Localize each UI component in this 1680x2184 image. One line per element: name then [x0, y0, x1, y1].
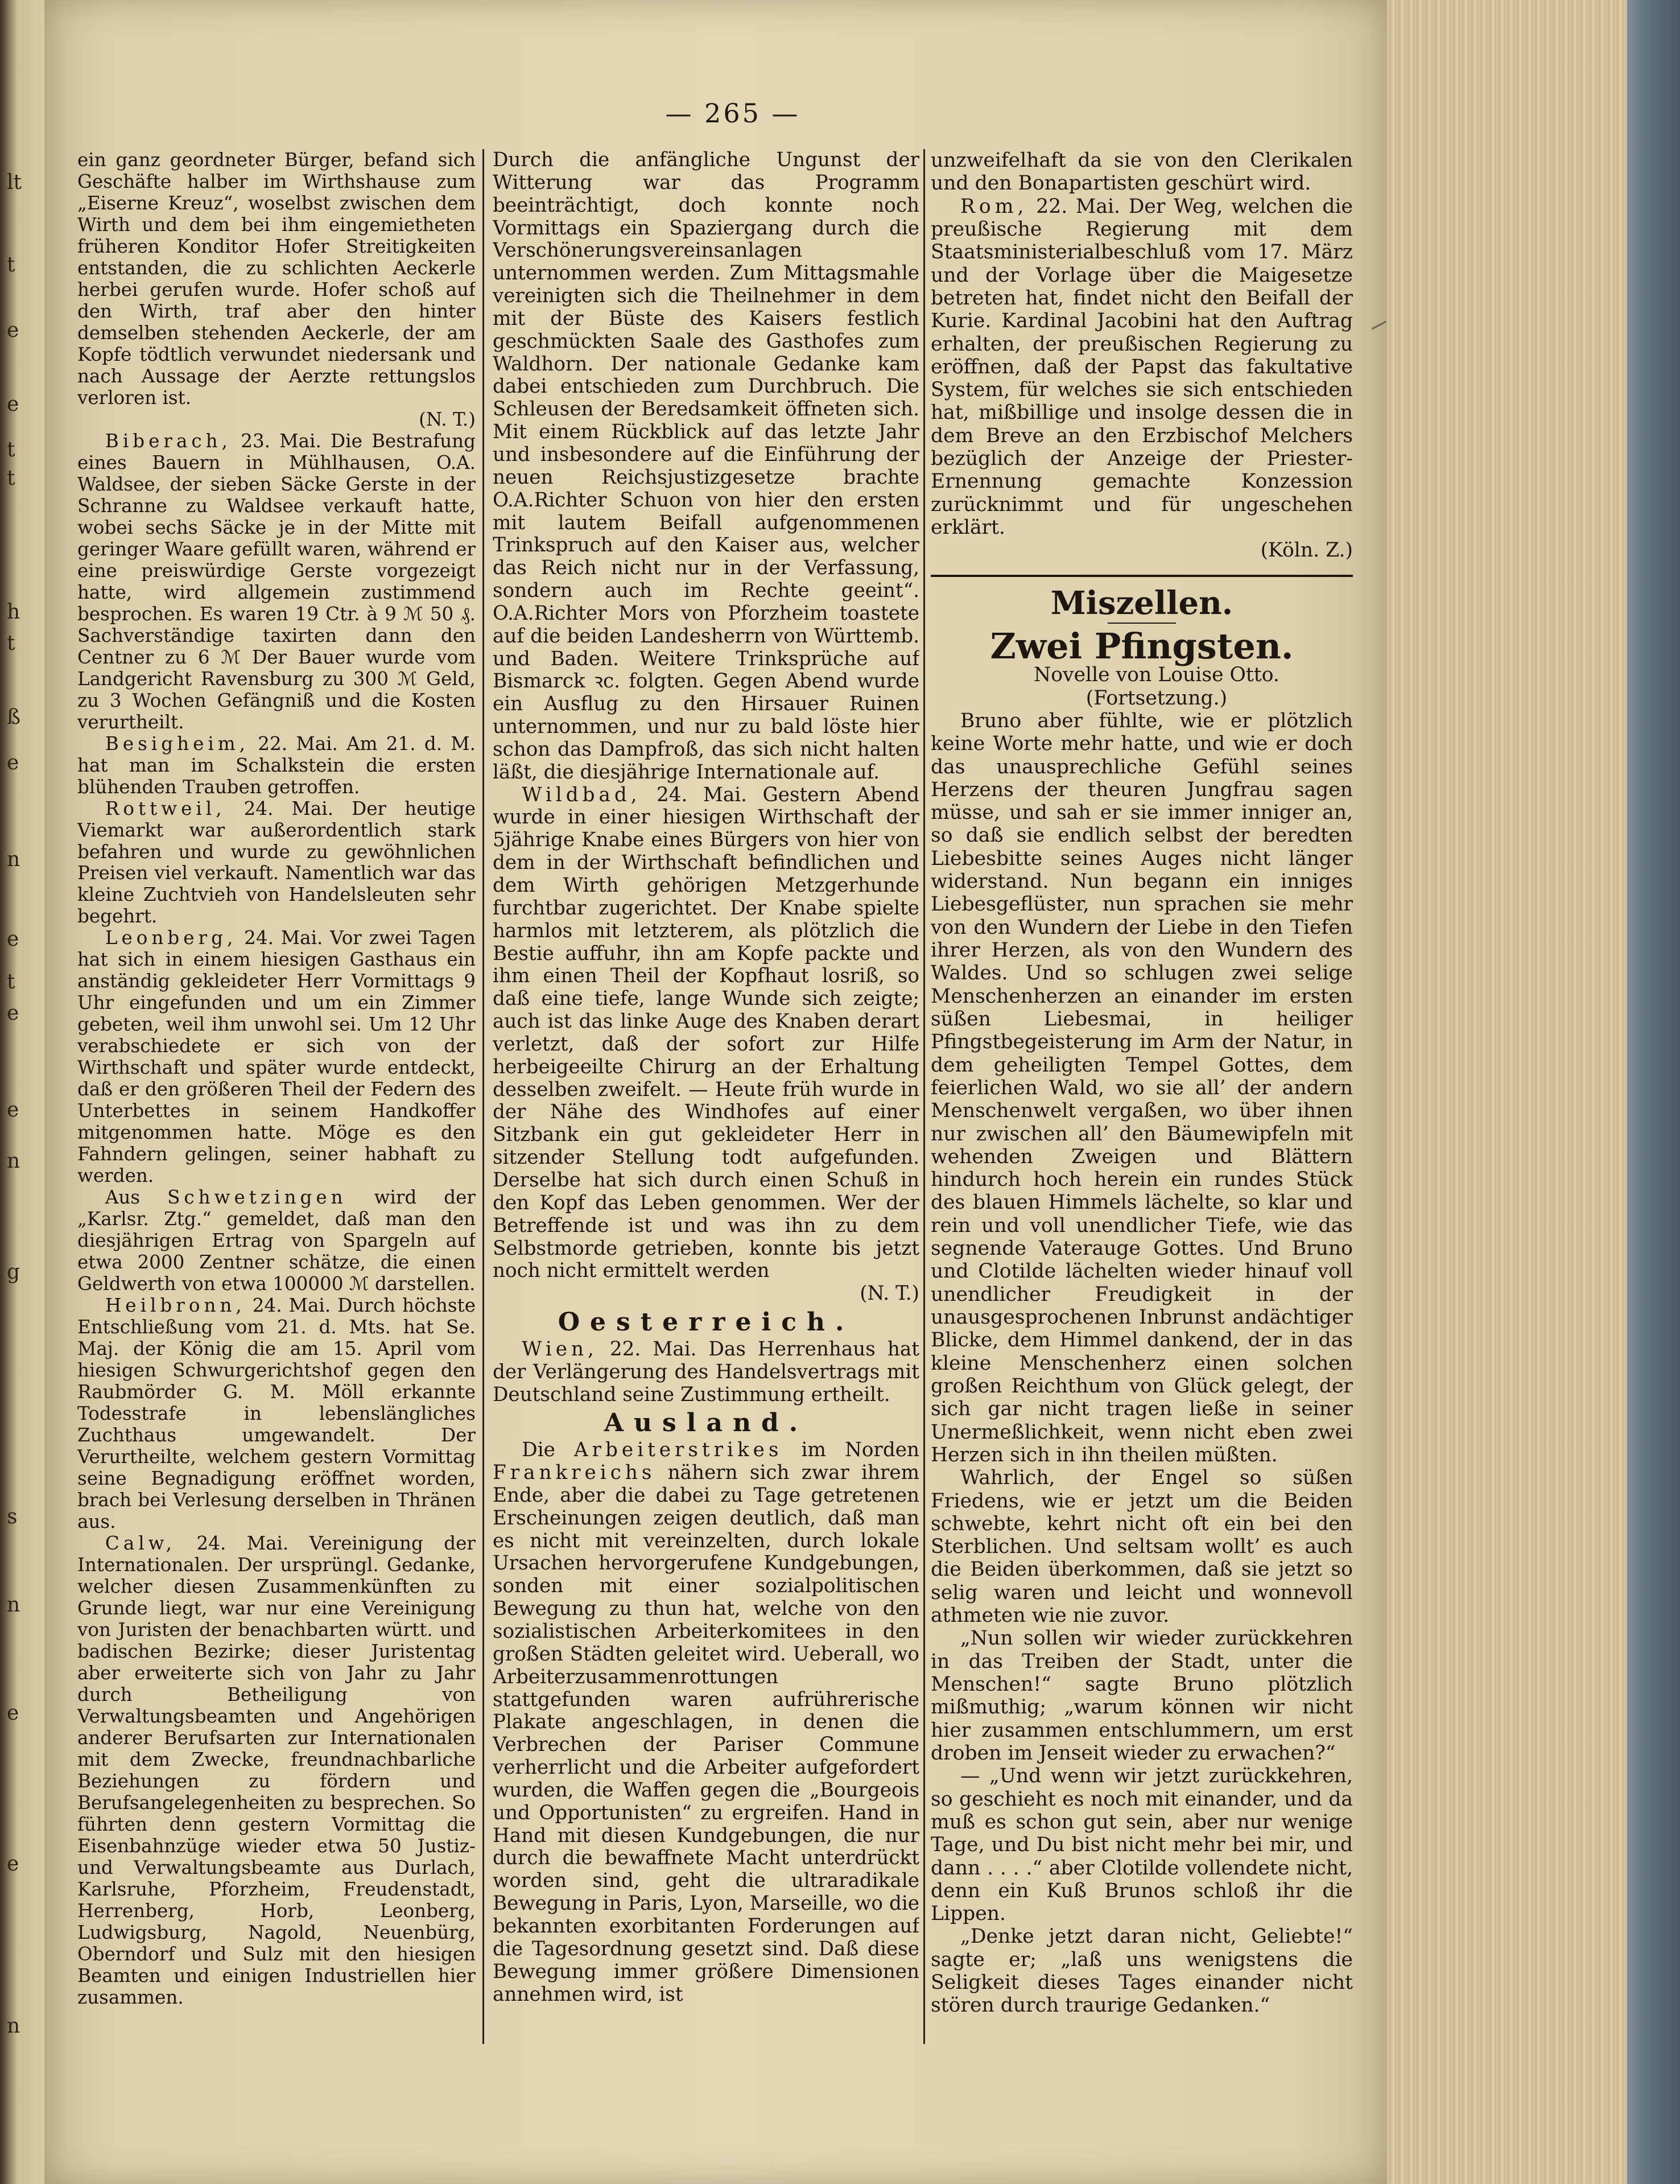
story-paragraph: „Nun sollen wir wieder zurückkehren in das Treiben der Stadt, unter die Menschen!“ sagte Bruno plötzlich mißmuthig; „warum können wir nicht hier zusammen entschlummern, um erst droben im Jenseit wieder zu erwachen?“: [931, 1627, 1353, 1765]
book-cover-edge: [1627, 0, 1680, 2184]
margin-fragment: t: [7, 467, 15, 490]
news-item-wien: Wien, 22. Mai. Das Herrenhaus hat der Verlängerung des Handelsvertrags mit Deutschland seine Zustimmung ertheilt.: [493, 1337, 919, 1406]
dateline-place: Wien,: [522, 1337, 598, 1361]
margin-fragment: n: [7, 1593, 20, 1617]
news-item-heilbronn: Heilbronn, 24. Mai. Durch höchste Entschließung vom 21. d. Mts. hat Se. Maj. der König die am 15. April vom hiesigen Schwurgerichtshof gegen den Raubmörder G. M. Möll erkannte Todesstrafe in lebenslängliches Zuchthaus umgewandelt. Der Verurtheilte, welchem gestern Vormittag seine Begnadigung eröffnet worden, brach bei Verlesung derselben in Thränen aus.: [77, 1295, 476, 1533]
article-continuation: ein ganz geordneter Bürger, befand sich Geschäfte halber im Wirthshause zum „Eiserne Kreuz“, woselbst zwischen dem Wirth und dem bei ihm eingemietheten früheren Konditor Hofer Streitigkeiten entstanden, die zu schlichten Aeckerle herbei gerufen wurde. Hofer schoß auf den Wirth, traf aber den hinter demselben stehenden Aeckerle, der am Kopfe tödtlich verwundet niedersank und nach Aussage der Aerzte rettungslos verloren ist. (N. T.): [77, 149, 476, 430]
column-left: [77, 149, 476, 2044]
section-title-miszellen: Miszellen.: [1050, 584, 1233, 622]
column-middle: [493, 149, 919, 2044]
article-continuation: unzweifelhaft da sie von den Clerikalen und den Bonapartisten geschürt wird.: [931, 149, 1353, 195]
source-signature: (N. T.): [419, 408, 476, 430]
news-item-calw: Calw, 24. Mai. Vereinigung der Internationalen. Der ursprüngl. Gedanke, welcher diesen Zusammenkünften zu Grunde liegt, war nur eine Vereinigung von Juristen der benachbarten württ. und badischen Bezirke; dieser Juristentag aber erweiterte sich von Jahr zu Jahr durch Betheiligung von Verwaltungsbeamten und Angehörigen anderer Berufsarten zur Internationalen mit dem Zwecke, freundnachbarliche Beziehungen zu fördern und Berufsangelegenheiten zu besprechen. So führten denn gestern Vormittag die Eisenbahnzüge wieder etwa 50 Justiz- und Verwaltungsbeamte aus Durlach, Karlsruhe, Pforzheim, Freudenstadt, Herrenberg, Horb, Leonberg, Ludwigsburg, Nagold, Neuenbürg, Oberndorf und Sulz mit den hiesigen Beamten und einigen Industriellen hier zusammen.: [77, 1532, 476, 2008]
margin-fragment: t: [7, 438, 15, 461]
article-continuation: Durch die anfängliche Ungunst der Witterung war das Programm beeinträchtigt, doch konnte noch Vormittags ein Spaziergang durch die Verschönerungsvereinsanlagen unternommen werden. Zum Mittagsmahle vereinigten sich die Theilnehmer in dem mit der Büste des Kaisers festlich geschmückten Saale des Gasthofes zum Waldhorn. Der nationale Gedanke kam dabei entschieden zum Durchbruch. Die Schleusen der Beredsamkeit öffneten sich. Mit einem Rückblick auf das letzte Jahr und insbesondere auf die Einführung der neuen Reichsjustizgesetze brachte O.A.Richter Schuon von hier den ersten mit lautem Beifall aufgenommenen Trinkspruch auf den Kaiser aus, welcher das Reich nicht nur in der Verfassung, sondern auch im Rechte geeint“. O.A.Richter Mors von Pforzheim toastete auf die beiden Landesherrn von Württemb. und Baden. Weitere Trinksprüche auf Bismarck ꝛc. folgten. Gegen Abend wurde ein Ausflug zu den Hirsauer Ruinen unternommen, und nur zu bald löste hier schon das Dampfroß, das sich nicht halten läßt, die diesjährige Internationale auf.: [493, 149, 919, 784]
section-heading-ausland: Ausland.: [604, 1408, 808, 1438]
news-item-biberach: Biberach, 23. Mai. Die Bestrafung eines Bauern in Mühlhausen, O.A. Waldsee, der sieben Säcke Gerste in der Schranne zu Waldsee verkauft hatte, wobei sechs Säcke je in der Mitte mit geringer Waare gefüllt waren, während er eine preiswürdige Gerste vorgezeigt hatte, wird allgemein zustimmend besprochen. Es waren 19 Ctr. à 9 ℳ 50 ₰. Sachverständige taxirten dann den Centner zu 6 ℳ Der Bauer wurde vom Landgericht Ravensburg zu 300 ℳ Geld, zu 3 Wochen Gefängniß und die Kosten verurtheilt.: [77, 430, 476, 733]
news-item-leonberg: Leonberg, 24. Mai. Vor zwei Tagen hat sich in einem hiesigen Gasthaus ein anständig gekleideter Herr Vormittags 9 Uhr eingefunden und um ein Zimmer gebeten, weil ihm unwohl sei. Um 12 Uhr verabschiedete er sich von der Wirthschaft und später wurde entdeckt, daß er den größeren Theil der Federn des Unterbettes in seinem Handkoffer mitgenommen hatte. Möge es den Fahndern gelingen, seiner habhaft zu werden.: [77, 927, 476, 1187]
pencil-mark: [1372, 321, 1386, 330]
margin-fragment: e: [7, 1701, 19, 1725]
news-item-rom: Rom, 22. Mai. Der Weg, welchen die preußische Regierung mit dem Staatsministerialbeschluß vom 17. März und der Vorlage über die Maigesetze betreten hat, findet nicht den Beifall der Kurie. Kardinal Jacobini hat den Auftrag erhalten, der preußischen Regierung zu eröffnen, daß der Papst das fakultative System, für welches sie sich entschieden hat, mißbillige und insolge dessen die in dem Breve an den Erzbischof Melchers bezüglich der Anzeige der Priester-Ernennung gemachte Konzession zurücknimmt und für ungeschehen erklärt. (Köln. Z.): [931, 195, 1353, 562]
margin-fragment: s: [7, 1505, 18, 1528]
margin-fragment: n: [7, 1149, 20, 1173]
margin-fragment: e: [7, 1002, 19, 1025]
margin-fragment: n: [7, 2014, 20, 2038]
news-item-besigheim: Besigheim, 22. Mai. Am 21. d. M. hat man im Schalkstein die ersten blühenden Trauben getroffen.: [77, 732, 476, 798]
margin-fragment: h: [7, 600, 20, 624]
margin-fragment: n: [7, 848, 20, 871]
column-right: [931, 149, 1353, 2044]
news-item-rottweil: Rottweil, 24. Mai. Der heutige Viemarkt war außerordentlich stark befahren und wurde zu gewöhnlichen Preisen viel verkauft. Namentlich war das kleine Zuchtvieh von Handelsleuten sehr begehrt.: [77, 797, 476, 928]
previous-page-edge: [0, 0, 44, 2184]
story-paragraph: — „Und wenn wir jetzt zurückkehren, so geschieht es noch mit einander, und da muß es schon gut sein, aber nur wenige Tage, und Du bist nicht mehr bei mir, und dann . . . .“ aber Clotilde vollendete nicht, denn ein Kuß Brunos schloß ihr die Lippen.: [931, 1765, 1353, 1926]
dateline-place: Rottweil,: [105, 797, 226, 819]
margin-fragment: t: [7, 253, 15, 277]
section-rule: [931, 575, 1353, 577]
story-paragraph: Bruno aber fühlte, wie er plötzlich keine Worte mehr hatte, und wie er doch das unausprechliche Gefühl seines Herzens der theuren Jungfrau sagen müsse, und sah er sie immer inniger an, so daß sie endlich selbst der beredten Liebesbitte seines Auges nicht länger widerstand. Nun begann ein inniges Liebesgeflüster, nun sprachen sie mehr von den Wundern der Liebe in den Tiefen ihrer Herzen, als von den Wundern des Waldes. Und so schlugen zwei selige Menschenherzen an einander im ersten süßen Liebesmai, in heiliger Pfingstbegeisterung im Arm der Natur, in dem geheiligten Tempel Gottes, dem feierlichen Wald, wo sie all’ der andern Menschenwelt vergaßen, wo über ihnen nur zwischen all’ den Bäumewipfeln mit wehenden Zweigen und Blättern hindurch hoch herein ein rundes Stück des blauen Himmels lächelte, so klar und rein und voll unendlicher Tiefe, wie das segnende Vaterauge Gottes. Und Bruno und Clotilde lächelten wieder hinauf voll unendlicher Freudigkeit in der unausgesprochenen Inbrunst andächtiger Blicke, dem Himmel dankend, der in das kleine Menschenherz einen solchen großen Reichthum von Glück gelegt, der sich gar nicht tragen ließe in seiner Unermeßlichkeit, wenn nicht eben zwei Herzen sich in ihn theilen müßten.: [931, 709, 1353, 1466]
column-divider: [923, 149, 925, 2044]
source-signature: (Köln. Z.): [1260, 539, 1353, 562]
margin-fragment: e: [7, 1098, 19, 1122]
dateline-place: Schwetzingen: [167, 1186, 347, 1209]
news-item-frankreich: Die Arbeiterstrikes im Norden Frankreichs nähern sich zwar ihrem Ende, aber die dabei zu Tage getretenen Erscheinungen zeigen deutlich, daß man es nicht mit vereinzelten, durch lokale Ursachen hervorgerufene Kundgebungen, sonden mit einer sozialpolitischen Bewegung zu thun hat, welche von den sozialistischen Arbeiterkomitees in den großen Städten geleitet wird. Ueberall, wo Arbeiterzusammenrottungen stattgefunden waren aufrührerische Plakate angeschlagen, in denen die Verbrechen der Pariser Commune verherrlicht und die Arbeiter aufgefordert wurden, die Waffen gegen die „Bourgeois und Opportunisten“ zu ergreifen. Hand in Hand mit diesen Kundgebungen, die nur durch die bewaffnete Macht unterdrückt worden sind, geht die ultraradikale Bewegung in Paris, Lyon, Marseille, wo die bekannten exorbitanten Forderungen auf die Tagesordnung gesetzt sind. Daß diese Bewegung immer größere Dimensionen annehmen wird, ist: [493, 1439, 919, 2006]
dateline-place: Biberach,: [105, 430, 232, 452]
newspaper-page: [44, 0, 1387, 2184]
margin-fragment: e: [7, 751, 19, 774]
story-paragraph: „Denke jetzt daran nicht, Geliebte!“ sagte er; „laß uns wenigstens die Seligkeit dieses Tages einander nicht stören durch traurige Gedanken.“: [931, 1925, 1353, 2017]
margin-fragment: e: [7, 1852, 19, 1876]
margin-fragment: e: [7, 928, 19, 951]
story-byline: Novelle von Louise Otto.: [1033, 664, 1279, 687]
margin-fragment: t: [7, 632, 15, 655]
margin-fragment: lt: [7, 171, 22, 194]
page-number: — 265 —: [665, 98, 800, 129]
margin-fragment: e: [7, 393, 19, 416]
section-heading-oesterreich: Oesterreich.: [558, 1308, 855, 1337]
column-divider: [482, 149, 484, 2044]
margin-fragment: ß: [7, 706, 21, 729]
story-continuation-note: (Fortsetzung.): [1085, 686, 1228, 710]
story-paragraph: Wahrlich, der Engel so süßen Friedens, wie er jetzt um die Beiden schwebte, kehrt nicht oft ein bei den Sterblichen. Und seltsam wollt’ es auch die Beiden überkommen, daß sie jetzt so selig waren und leicht und wonnevoll athmeten wie nie zuvor.: [931, 1466, 1353, 1627]
news-item-schwetzingen: Aus Schwetzingen wird der „Karlsr. Ztg.“ gemeldet, daß man den diesjährigen Ertrag von Spargeln auf etwa 2000 Zentner schätze, die einen Geldwerth von etwa 100000 ℳ darstellen.: [77, 1186, 476, 1295]
margin-fragment: e: [7, 319, 19, 342]
dateline-place: Wildbad,: [522, 783, 641, 806]
dateline-place: Leonberg,: [105, 927, 237, 949]
margin-fragment: t: [7, 970, 15, 994]
news-item-wildbad: Wildbad, 24. Mai. Gestern Abend wurde in einer hiesigen Wirthschaft der 5jährige Knabe eines Bürgers von hier von dem in der Wirthschaft befindlichen und dem Wirth gehörigen Metzgerhunde furchtbar zugerichtet. Der Knabe spielte harmlos mit letzterem, als plötzlich die Bestie auffuhr, ihn am Kopfe packte und ihm einen Theil der Kopfhaut losriß, so daß eine tiefe, lange Wunde sich zeigte; auch ist das linke Auge des Knaben derart verletzt, daß der sofort zur Hilfe herbeigeeilte Chirurg an der Erhaltung desselben zweifelt. — Heute früh wurde in der Nähe des Windhofes auf einer Sitzbank ein gut gekleideter Herr in sitzender Stellung todt aufgefunden. Derselbe hat sich durch einen Schuß in den Kopf das Leben genommen. Wer der Betreffende ist und was ihn zu dem Selbstmorde getrieben, konnte bis jetzt noch nicht ermittelt werden (N. T.): [493, 783, 919, 1305]
title-divider: [1108, 623, 1176, 624]
dateline-place: Calw,: [105, 1532, 176, 1554]
source-signature: (N. T.): [860, 1282, 919, 1305]
dateline-place: Rom,: [960, 195, 1028, 218]
story-title: Zwei Pfingsten.: [990, 625, 1294, 667]
dateline-place: Heilbronn,: [105, 1295, 246, 1317]
margin-fragment: g: [7, 1260, 20, 1284]
dateline-place: Besigheim,: [105, 732, 250, 755]
